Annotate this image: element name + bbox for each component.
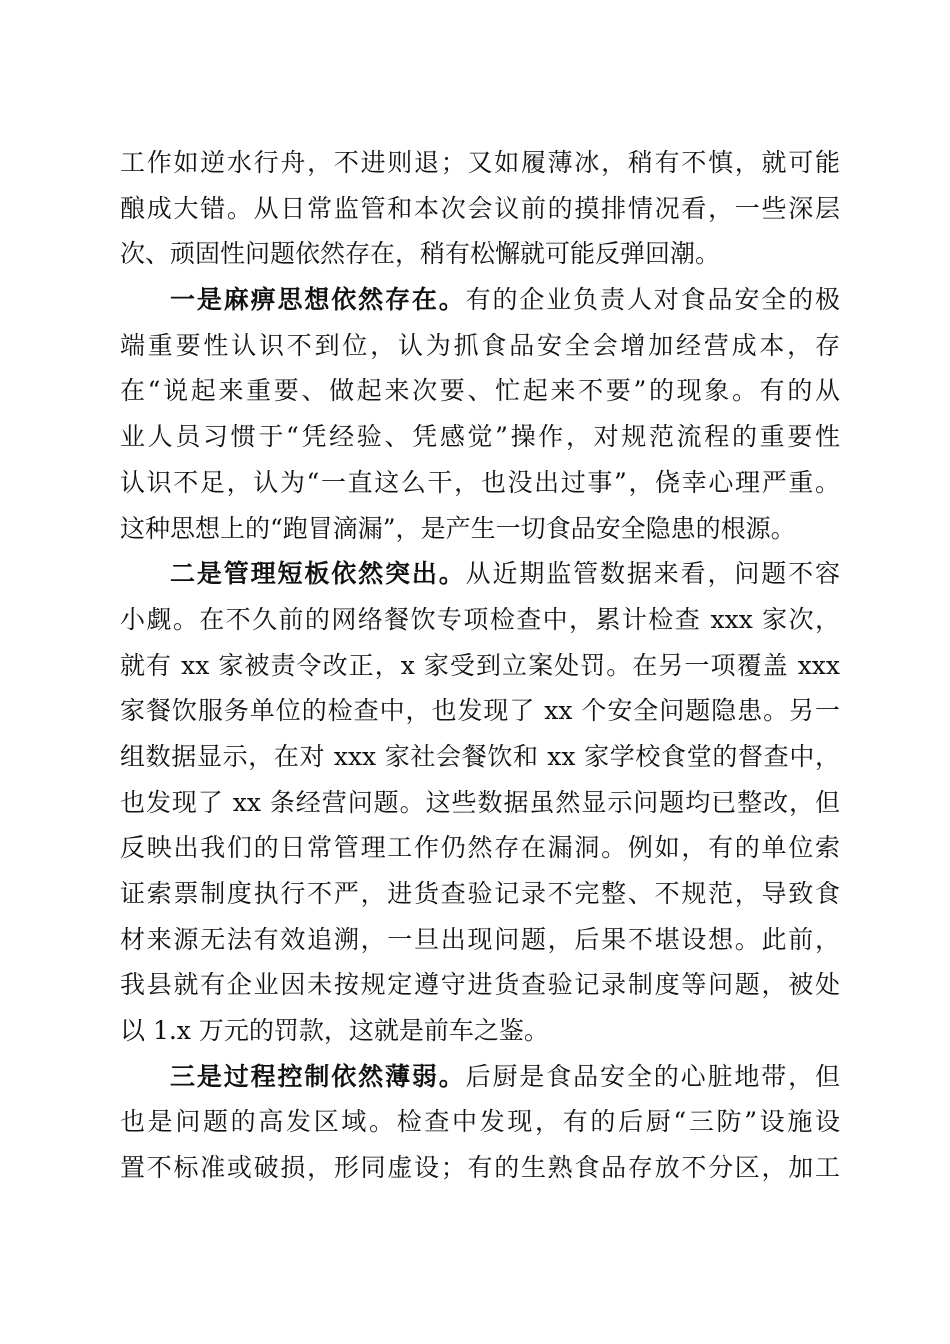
text-line: 在“说起来重要、做起来次要、忙起来不要”的现象。有的从 <box>120 376 840 406</box>
text-line: 工作如逆水行舟，不进则退；又如履薄冰，稍有不慎，就可能 <box>120 148 840 177</box>
text-line: 端重要性认识不到位，认为抓食品安全会增加经营成本，存 <box>120 330 840 360</box>
paragraph-text: 后厨是食品安全的心脏地带，但 <box>465 1061 840 1091</box>
paragraph-heading: 一是麻痹思想依然存在。 <box>170 285 466 315</box>
paragraph-start <box>120 277 840 323</box>
text-line: 证索票制度执行不严，进货查验记录不完整、不规范，导致食 <box>120 879 840 908</box>
text-line: 家餐饮服务单位的检查中，也发现了 xx 个安全问题隐患。另一 <box>120 696 840 726</box>
text-line: 材来源无法有效追溯，一旦出现问题，后果不堪设想。此前， <box>120 924 840 954</box>
text-line: 也发现了 xx 条经营问题。这些数据虽然显示问题均已整改，但 <box>120 787 840 817</box>
paragraph-heading: 二是管理短板依然突出。 <box>170 559 466 589</box>
paragraph-heading: 三是过程控制依然薄弱。 <box>170 1061 466 1091</box>
paragraph-text: 有的企业负责人对食品安全的极 <box>465 285 840 315</box>
text-line: 反映出我们的日常管理工作仍然存在漏洞。例如，有的单位索 <box>120 833 840 863</box>
text-line: 以 1.x 万元的罚款，这就是前车之鉴。 <box>120 1016 549 1046</box>
text-line: 我县就有企业因未按规定遵守进货查验记录制度等问题，被处 <box>120 970 840 1000</box>
text-line: 组数据显示，在对 xxx 家社会餐饮和 xx 家学校食堂的督查中， <box>120 741 840 771</box>
paragraph-text: 从近期监管数据来看，问题不容 <box>465 559 840 589</box>
text-line: 酿成大错。从日常监管和本次会议前的摸排情况看，一些深层 <box>120 193 840 223</box>
text-line: 也是问题的高发区域。检查中发现，有的后厨“三防”设施设 <box>120 1107 840 1137</box>
text-line: 业人员习惯于“凭经验、凭感觉”操作，对规范流程的重要性 <box>120 422 840 452</box>
body-text <box>120 140 840 1191</box>
text-line: 置不标准或破损，形同虚设；有的生熟食品存放不分区，加工 <box>120 1153 840 1183</box>
text-line: 就有 xx 家被责令改正，x 家受到立案处罚。在另一项覆盖 xxx <box>120 650 840 680</box>
text-line: 次、顽固性问题依然存在，稍有松懈就可能反弹回潮。 <box>120 239 721 269</box>
text-line: 认识不足，认为“一直这么干，也没出过事”，侥幸心理严重。 <box>120 467 840 497</box>
paragraph-start <box>120 1054 840 1100</box>
text-line: 这种思想上的“跑冒滴漏”，是产生一切食品安全隐患的根源。 <box>120 513 796 543</box>
paragraph-start <box>120 551 840 597</box>
text-line: 小觑。在不久前的网络餐饮专项检查中，累计检查 xxx 家次， <box>120 604 840 634</box>
